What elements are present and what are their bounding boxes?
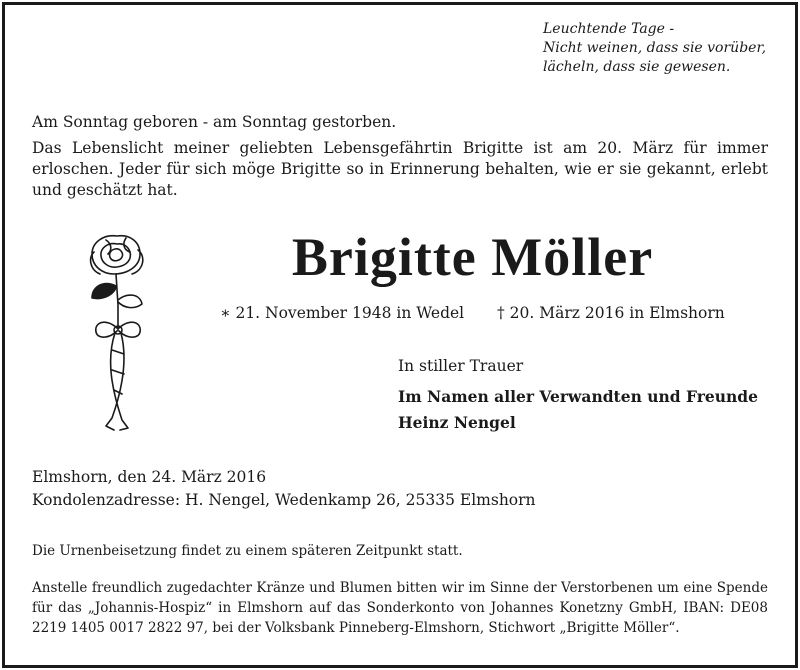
urn-note: Die Urnenbeisetzung findet zu einem späteren Zeitpunkt statt. bbox=[32, 543, 463, 559]
rose-icon bbox=[82, 230, 152, 440]
mourning-block bbox=[398, 355, 778, 434]
signer-name: Heinz Nengel bbox=[398, 413, 516, 432]
mourning-phrase: In stiller Trauer bbox=[398, 357, 524, 375]
place-date: Elmshorn, den 24. März 2016 bbox=[32, 468, 267, 486]
death-date: † 20. März 2016 in Elmshorn bbox=[497, 304, 725, 322]
intro-line: Am Sonntag geboren - am Sonntag gestorben. bbox=[32, 113, 397, 131]
intro-paragraph: Das Lebenslicht meiner geliebten Lebensgefährtin Brigitte ist am 20. März für immer erloschen. Jeder für sich möge Brigitte so in Erinnerung behalten, wie er sie gekannt, erlebt und geschätzt hat. bbox=[32, 139, 768, 199]
deceased-name: Brigitte Möller bbox=[291, 227, 654, 287]
poem-line-1: Leuchtende Tage - bbox=[543, 21, 675, 37]
poem bbox=[543, 20, 783, 77]
poem-line-2: Nicht weinen, dass sie vorüber, bbox=[543, 40, 767, 56]
on-behalf-line: Im Namen aller Verwandten und Freunde bbox=[398, 387, 759, 406]
place-date-block bbox=[32, 466, 772, 512]
intro-text bbox=[32, 112, 768, 201]
condolence-address: Kondolenzadresse: H. Nengel, Wedenkamp 26, 25335 Elmshorn bbox=[32, 491, 536, 509]
birth-date: ∗ 21. November 1948 in Wedel bbox=[220, 304, 465, 322]
poem-line-3: lächeln, dass sie gewesen. bbox=[543, 59, 731, 75]
donation-text: Anstelle freundlich zugedachter Kränze und Blumen bitten wir im Sinne der Verstorbenen um eine Spende für das „Johannis-Hospiz“ in Elmshorn auf das Sonderkonto von Johannes Konetzny GmbH, IBAN: DE08 2219 1405 0017 2822 97, bei der Volksbank Pinneberg-Elmshorn, Stichwort „Brigitte Möller“. bbox=[32, 580, 768, 636]
